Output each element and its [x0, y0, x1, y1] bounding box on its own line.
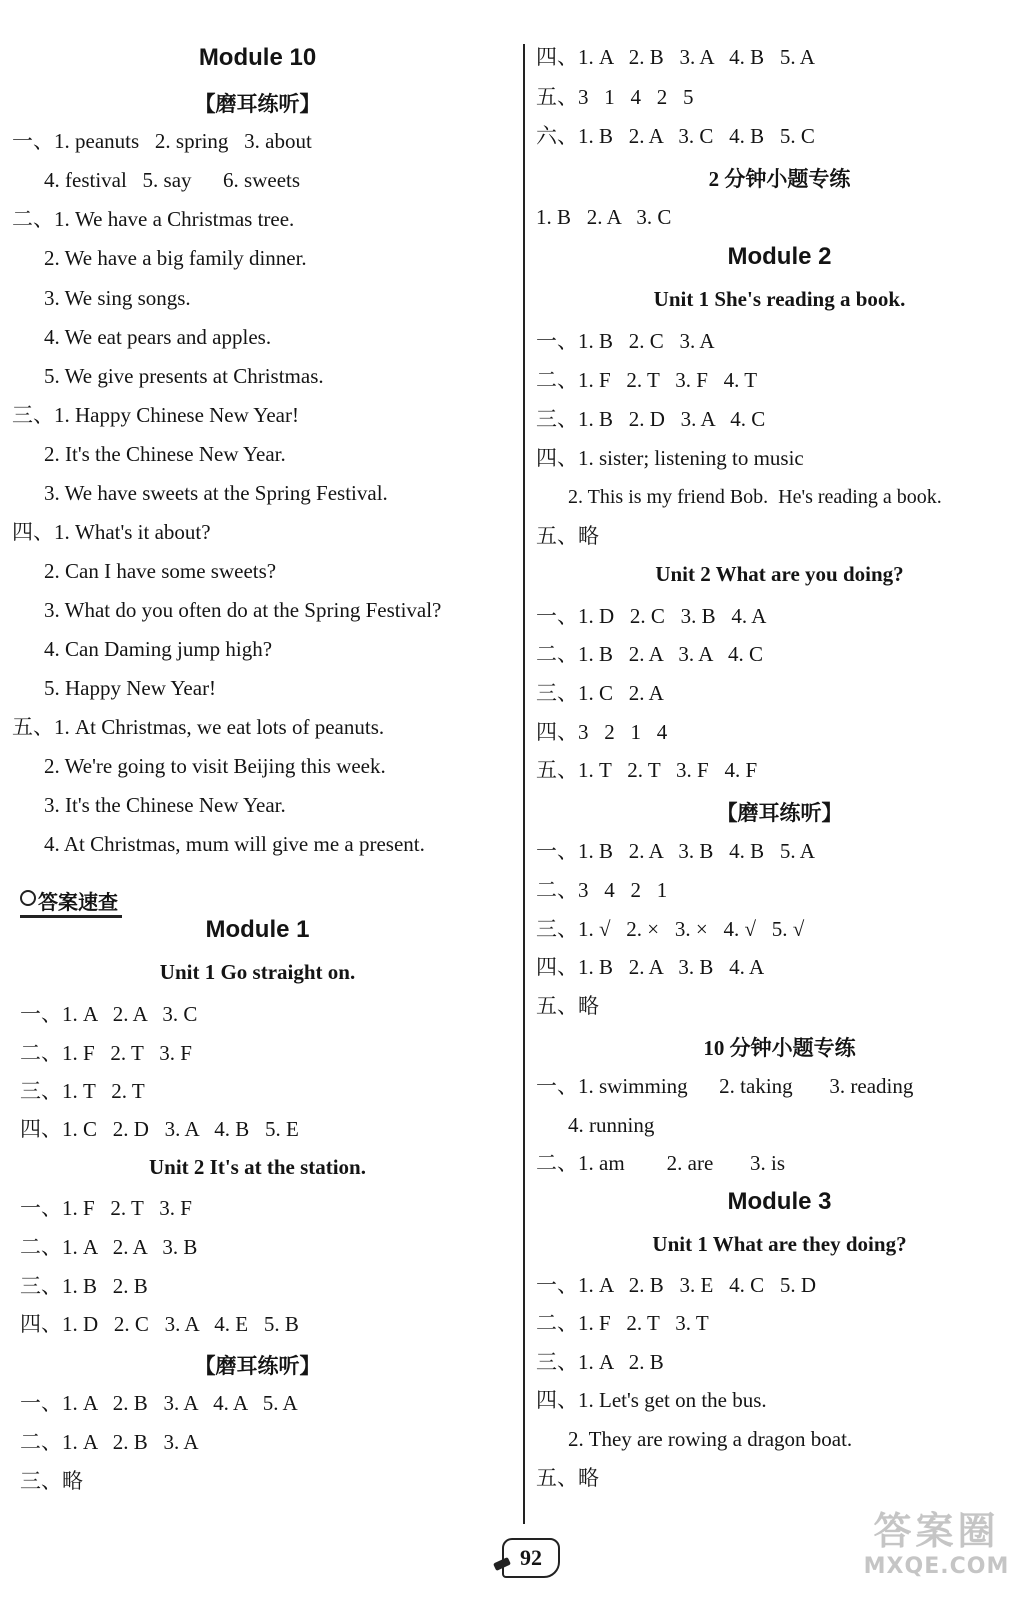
answer-line: 一、1. D 2. C 3. B 4. A — [536, 604, 767, 628]
answer-line: 二、1. F 2. T 3. F — [20, 1041, 192, 1065]
column-divider — [523, 44, 525, 1524]
answer-line: 一、1. A 2. B 3. A 4. A 5. A — [20, 1391, 298, 1415]
answer-line: 一、1. F 2. T 3. F — [20, 1196, 192, 1220]
drill-2min-heading: 2 分钟小题专练 — [708, 167, 851, 191]
answer-line: 四、1. B 2. A 3. B 4. A — [536, 955, 765, 979]
answer-line: 一、1. B 2. C 3. A — [536, 329, 715, 353]
listening-heading: 【磨耳练听】 — [716, 801, 843, 825]
answer-line: 4. Can Daming jump high? — [44, 637, 273, 661]
answer-line: 三、1. B 2. B — [20, 1274, 148, 1298]
answer-line: 4. running — [568, 1113, 655, 1137]
answer-line: 五、1. At Christmas, we eat lots of peanuts. — [12, 715, 385, 739]
answer-line: 5. We give presents at Christmas. — [44, 364, 324, 388]
module-3-title: Module 3 — [727, 1188, 832, 1215]
watermark-logo-text: 答案圈 — [873, 1509, 1000, 1553]
answer-line: 四、1. C 2. D 3. A 4. B 5. E — [20, 1117, 299, 1141]
answer-line: 5. Happy New Year! — [44, 676, 217, 700]
watermark-url: MXQE.COM — [863, 1554, 1010, 1579]
answer-line: 二、3 4 2 1 — [536, 878, 668, 902]
answer-line: 3. We sing songs. — [44, 286, 191, 310]
answer-line: 3. It's the Chinese New Year. — [44, 793, 286, 817]
answer-line: 五、1. T 2. T 3. F 4. F — [536, 758, 758, 782]
unit-2-title: Unit 2 What are you doing? — [655, 562, 904, 586]
answer-line: 4. At Christmas, mum will give me a present. — [44, 832, 425, 856]
answer-line: 二、1. F 2. T 3. T — [536, 1311, 709, 1335]
answer-line: 4. We eat pears and apples. — [44, 325, 272, 349]
answer-line: 四、1. Let's get on the bus. — [536, 1388, 767, 1412]
circle-icon — [20, 890, 36, 906]
answer-line: 六、1. B 2. A 3. C 4. B 5. C — [536, 124, 815, 148]
answer-line: 一、1. A 2. A 3. C — [20, 1002, 198, 1026]
answer-line: 五、略 — [536, 1466, 599, 1490]
module-2-title: Module 2 — [727, 243, 832, 270]
answer-line: 二、1. F 2. T 3. F 4. T — [536, 368, 758, 392]
listening-heading-1: 【磨耳练听】 — [194, 92, 321, 116]
answer-line: 五、略 — [536, 524, 599, 548]
page-number: 92 — [502, 1538, 560, 1578]
answer-line: 三、1. C 2. A — [536, 681, 664, 705]
unit-1-title: Unit 1 What are they doing? — [652, 1232, 907, 1256]
answer-line: 4. festival 5. say 6. sweets — [44, 168, 301, 192]
quick-answers-label — [20, 886, 122, 918]
answer-line: 四、1. D 2. C 3. A 4. E 5. B — [20, 1312, 299, 1336]
listening-heading-2: 【磨耳练听】 — [194, 1354, 321, 1378]
answer-line: 3. What do you often do at the Spring Festival? — [44, 598, 442, 622]
answer-line: 2. We're going to visit Beijing this week. — [44, 754, 386, 778]
answer-line: 2. Can I have some sweets? — [44, 559, 277, 583]
answer-line: 一、1. peanuts 2. spring 3. about — [12, 129, 312, 153]
answer-line: 1. B 2. A 3. C — [536, 205, 672, 229]
unit-2-title: Unit 2 It's at the station. — [148, 1155, 366, 1179]
answer-line: 2. They are rowing a dragon boat. — [568, 1427, 853, 1451]
answer-line: 3. We have sweets at the Spring Festival. — [44, 481, 388, 505]
answer-line: 一、1. swimming 2. taking 3. reading — [536, 1074, 914, 1098]
answer-line: 二、1. A 2. A 3. B — [20, 1235, 198, 1259]
unit-1-title: Unit 1 Go straight on. — [159, 960, 356, 984]
answer-line: 三、1. Happy Chinese New Year! — [12, 403, 299, 427]
module-10-title: Module 10 — [198, 44, 317, 71]
answer-line: 四、1. What's it about? — [12, 520, 211, 544]
drill-10min-heading: 10 分钟小题专练 — [703, 1036, 856, 1060]
answer-line: 四、1. sister; listening to music — [536, 446, 804, 470]
quick-answers-text: 答案速查 — [38, 890, 118, 914]
answer-line: 四、3 2 1 4 — [536, 720, 668, 744]
answer-line: 四、1. A 2. B 3. A 4. B 5. A — [536, 45, 815, 69]
answer-line: 三、略 — [20, 1469, 83, 1493]
answer-line: 五、3 1 4 2 5 — [536, 85, 694, 109]
answer-line: 二、1. B 2. A 3. A 4. C — [536, 642, 763, 666]
module-1-title: Module 1 — [205, 916, 310, 943]
unit-1-title: Unit 1 She's reading a book. — [653, 287, 906, 311]
answer-line: 一、1. A 2. B 3. E 4. C 5. D — [536, 1273, 817, 1297]
answer-line: 2. This is my friend Bob. He's reading a book. — [568, 486, 942, 508]
answer-line: 三、1. √ 2. × 3. × 4. √ 5. √ — [536, 917, 805, 941]
watermark — [854, 1508, 1019, 1580]
answer-line: 五、略 — [536, 994, 599, 1018]
answer-line: 2. We have a big family dinner. — [44, 246, 307, 270]
answer-line: 三、1. A 2. B — [536, 1350, 664, 1374]
answer-line: 三、1. T 2. T — [20, 1079, 145, 1103]
answer-line: 二、1. am 2. are 3. is — [536, 1151, 786, 1175]
answer-line: 一、1. B 2. A 3. B 4. B 5. A — [536, 839, 815, 863]
answer-line: 三、1. B 2. D 3. A 4. C — [536, 407, 766, 431]
answer-line: 二、1. A 2. B 3. A — [20, 1430, 199, 1454]
answer-line: 2. It's the Chinese New Year. — [44, 442, 286, 466]
answer-line: 二、1. We have a Christmas tree. — [12, 207, 295, 231]
